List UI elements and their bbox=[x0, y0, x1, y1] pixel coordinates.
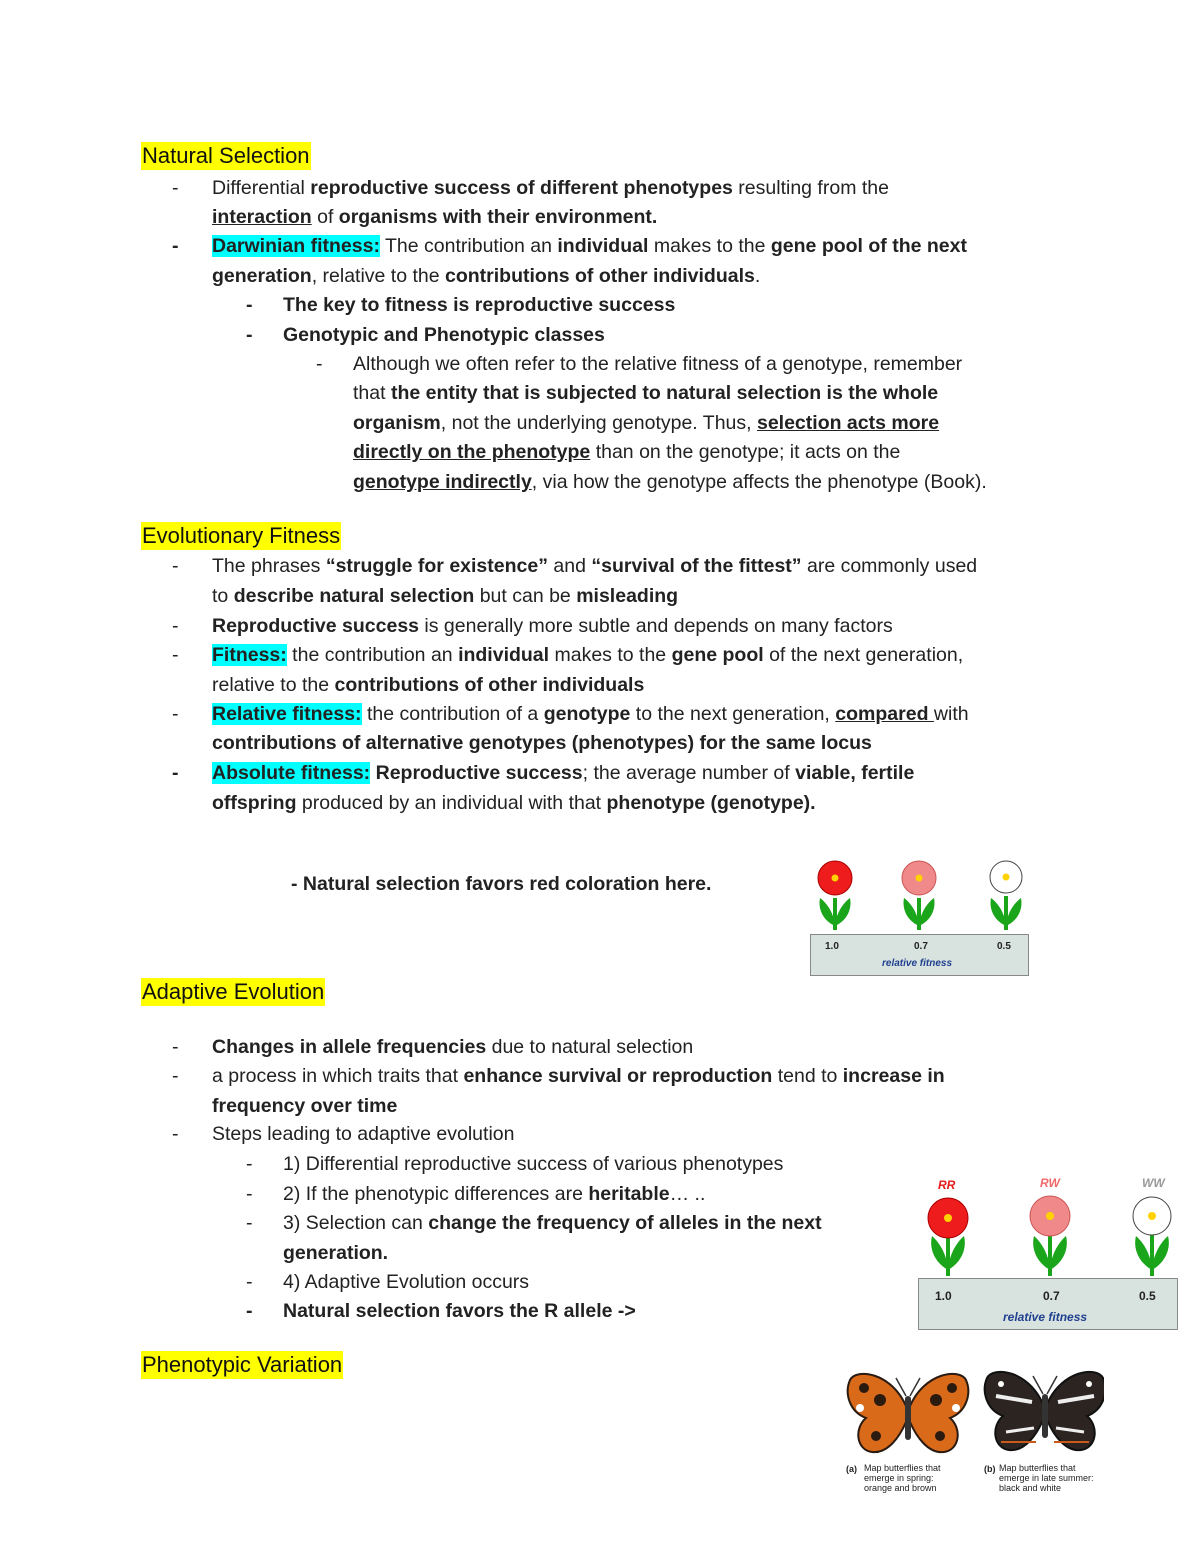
caption-spring: Map butterflies that emerge in spring: orange and brown bbox=[864, 1463, 941, 1493]
bullet-dash: - bbox=[172, 235, 179, 257]
ae-bullet-2-line-1: a process in which traits that enhance survival or reproduction tend to increase in bbox=[212, 1065, 945, 1087]
fitness-value: 0.5 bbox=[997, 941, 1011, 952]
ae-bullet-2-line-2: frequency over time bbox=[212, 1095, 398, 1117]
ae-step-3-line-2: generation. bbox=[283, 1242, 389, 1264]
bullet-dash: - bbox=[246, 1212, 253, 1234]
ef-bullet-5-line-1: Absolute fitness: Reproductive success; the average number of viable, fertile bbox=[212, 762, 915, 784]
fitness-bar bbox=[810, 934, 1029, 976]
bullet-dash: - bbox=[172, 177, 179, 199]
flower-row-icon bbox=[808, 858, 1030, 934]
bullet-dash: - bbox=[172, 762, 179, 784]
ef-bullet-4-line-2: contributions of alternative genotypes (phenotypes) for the same locus bbox=[212, 732, 872, 754]
ns-subsub-line-3: organism, not the underlying genotype. Thus, selection acts more bbox=[353, 412, 940, 434]
heading-adaptive-evolution: Adaptive Evolution bbox=[142, 979, 325, 1004]
flower-icon-pink bbox=[1030, 1196, 1070, 1276]
ef-bullet-3-line-1: Fitness: the contribution an individual makes to the gene pool of the next generation, bbox=[212, 644, 964, 666]
flower-row-icon bbox=[916, 1194, 1180, 1278]
fitness-value: 1.0 bbox=[825, 941, 839, 952]
ef-bullet-4-line-1: Relative fitness: the contribution of a genotype to the next generation, compared with bbox=[212, 703, 969, 725]
bullet-dash: - bbox=[246, 1300, 253, 1322]
heading-phenotypic-variation: Phenotypic Variation bbox=[142, 1352, 343, 1377]
black-white-butterfly-icon bbox=[985, 1372, 1104, 1450]
ns-subsub-line-2: that the entity that is subjected to natural selection is the whole bbox=[353, 382, 939, 404]
bullet-dash: - bbox=[172, 1036, 179, 1058]
caption-letter: (b) bbox=[984, 1464, 996, 1474]
heading-natural-selection: Natural Selection bbox=[142, 143, 310, 168]
bullet-dash: - bbox=[316, 353, 323, 375]
ns-sub-bullet-2: Genotypic and Phenotypic classes bbox=[283, 324, 605, 346]
ae-step-2: 2) If the phenotypic differences are heritable… .. bbox=[283, 1183, 706, 1205]
flower-icon-pink bbox=[902, 861, 936, 930]
fitness-value: 0.5 bbox=[1139, 1289, 1156, 1303]
flower-icon-red bbox=[928, 1198, 968, 1276]
figure-note-red-coloration: - Natural selection favors red coloration here. bbox=[291, 873, 712, 895]
flower-icon-white bbox=[1133, 1197, 1171, 1276]
bullet-dash: - bbox=[246, 1153, 253, 1175]
caption-late-summer: Map butterflies that emerge in late summer: black and white bbox=[999, 1463, 1094, 1493]
ae-step-4: 4) Adaptive Evolution occurs bbox=[283, 1271, 530, 1293]
ef-bullet-1-line-2: to describe natural selection but can be misleading bbox=[212, 585, 679, 607]
ns-bullet-2-line-2: generation, relative to the contributions of other individuals. bbox=[212, 265, 761, 287]
bullet-dash: - bbox=[246, 294, 253, 316]
ns-subsub-line-4: directly on the phenotype than on the genotype; it acts on the bbox=[353, 441, 901, 463]
genotype-label: WW bbox=[1142, 1176, 1165, 1190]
ns-bullet-2-line-1: Darwinian fitness: The contribution an individual makes to the gene pool of the next bbox=[212, 235, 967, 257]
genotype-label: RR bbox=[938, 1178, 956, 1192]
ef-bullet-3-line-2: relative to the contributions of other individuals bbox=[212, 674, 645, 696]
bullet-dash: - bbox=[246, 1271, 253, 1293]
bullet-dash: - bbox=[172, 1065, 179, 1087]
genotype-label: RW bbox=[1040, 1176, 1060, 1190]
heading-evolutionary-fitness: Evolutionary Fitness bbox=[142, 523, 341, 548]
ae-bullet-1: Changes in allele frequencies due to natural selection bbox=[212, 1036, 694, 1058]
ef-bullet-1-line-1: The phrases “struggle for existence” and “survival of the fittest” are commonly used bbox=[212, 555, 978, 577]
fitness-value: 0.7 bbox=[914, 941, 928, 952]
bullet-dash: - bbox=[172, 644, 179, 666]
ef-bullet-5-line-2: offspring produced by an individual with that phenotype (genotype). bbox=[212, 792, 816, 814]
caption-letter: (a) bbox=[846, 1464, 857, 1474]
orange-butterfly-icon bbox=[848, 1374, 969, 1452]
flower-icon-white bbox=[990, 861, 1022, 930]
ns-subsub-line-1: Although we often refer to the relative fitness of a genotype, remember bbox=[353, 353, 963, 375]
bullet-dash: - bbox=[172, 703, 179, 725]
relative-fitness-figure-1 bbox=[808, 858, 1030, 976]
map-butterflies-figure bbox=[836, 1366, 1104, 1502]
fitness-value: 0.7 bbox=[1043, 1289, 1060, 1303]
ae-step-1: 1) Differential reproductive success of various phenotypes bbox=[283, 1153, 784, 1175]
bullet-dash: - bbox=[172, 615, 179, 637]
fitness-label: relative fitness bbox=[882, 958, 953, 969]
ns-bullet-1-line-1: Differential reproductive success of different phenotypes resulting from the bbox=[212, 177, 889, 199]
ns-subsub-line-5: genotype indirectly, via how the genotype affects the phenotype (Book). bbox=[353, 471, 987, 493]
ns-bullet-1-line-2: interaction of organisms with their environment. bbox=[212, 206, 658, 228]
flower-icon-red bbox=[818, 861, 852, 930]
fitness-label: relative fitness bbox=[1003, 1310, 1088, 1324]
fitness-bar bbox=[918, 1278, 1178, 1330]
bullet-dash: - bbox=[246, 324, 253, 346]
butterflies-illustration bbox=[836, 1366, 1104, 1460]
bullet-dash: - bbox=[246, 1183, 253, 1205]
bullet-dash: - bbox=[172, 555, 179, 577]
ns-sub-bullet-1: The key to fitness is reproductive success bbox=[283, 294, 676, 316]
ae-step-3-line-1: 3) Selection can change the frequency of alleles in the next bbox=[283, 1212, 822, 1234]
ae-bullet-3: Steps leading to adaptive evolution bbox=[212, 1123, 515, 1145]
ae-step-5: Natural selection favors the R allele -> bbox=[283, 1300, 636, 1322]
bullet-dash: - bbox=[172, 1123, 179, 1145]
relative-fitness-figure-2 bbox=[916, 1172, 1180, 1332]
ef-bullet-2: Reproductive success is generally more subtle and depends on many factors bbox=[212, 615, 893, 637]
fitness-value: 1.0 bbox=[935, 1289, 952, 1303]
